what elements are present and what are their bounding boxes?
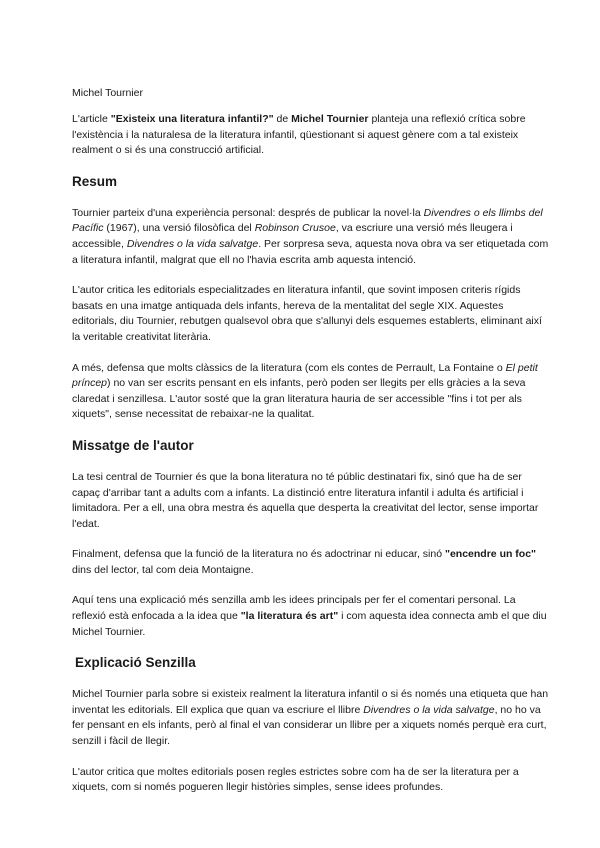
book-title: Divendres o la vida salvatge [363,703,495,716]
paragraph-text: dins del lector, tal com deia Montaigne. [72,563,254,576]
paragraph-text: Michel Tournier parla sobre si existeix realment la literatura infantil o si és només una etiqueta que han inventat les editorials. Ell explica que quan va escriure el llibre [72,688,549,716]
explicacio-paragraph-1 [72,687,550,749]
missatge-paragraph-1: La tesi central de Tournier és que la bona literatura no té públic destinatari fix, sinó que ha de ser capaç d'arribar tant a adults com a infants. La distinció entre literatura infantil i adulta és artificial i limitadora. Per a ell, una obra mestra és aquella que desperta la creativitat del lector, sense importar l'edat. [72,470,539,530]
paragraph-text: , va escriure una versió més lleugera i accessible, [72,222,513,250]
section-heading-resum: Resum [72,173,118,189]
paragraph-text: . Per sorpresa seva, aquesta nova obra va ser etiquetada com a literatura infantil, malgrat que ell no l'havia escrita amb aquesta intenció. [72,237,549,266]
book-title: Divendres o la vida salvatge [126,237,259,250]
book-title: Robinson Crusoe [254,222,336,235]
intro-paragraph [72,112,550,159]
explicacio-paragraph-2: L'autor critica que moltes editorials posen regles estrictes sobre com ha de ser la literatura per a xiquets, com si només pogueren llegir històries simples, sense idees profundes. [72,765,519,794]
author-name: Michel Tournier [291,113,369,125]
missatge-paragraph-3 [72,593,550,640]
resum-paragraph-3 [72,361,550,423]
intro-text: planteja una reflexió crítica sobre l'existència i la naturalesa de la literatura infantil, qüestionant si aquest gènere com a tal existeix realment o si és una construcció artificial. [72,113,526,157]
book-title: El petit príncep [72,361,538,390]
paragraph-text: , no ho va fer pensant en els infants, però al final el van considerar un llibre per a xiquets només perquè era curt, senzill i fàcil de llegir. [72,703,547,748]
paragraph-text: ) no van ser escrits pensant en els infants, però poden ser llegits per ells gràcies a la seva claredat i senzillesa. L'autor sosté que la gran literatura hauria de ser accessible "fins i tot per als xiquets", sense necessitat de rebaixar-ne la qualitat. [72,377,526,421]
paragraph-text: Tournier parteix d'una experiència personal: després de publicar la novel·la [72,206,424,219]
resum-paragraph-2: L'autor critica les editorials especialitzades en literatura infantil, que sovint imposen criteris rígids basats en una imatge antiquada dels infants, hereva de la mentalitat del segle XIX. Aquestes editorials, diu Tournier, rebutgen qualsevol obra que s'allunyi dels esquemes establerts, eliminant així la veritable creativitat literària. [72,284,542,343]
book-title: Divendres o els llimbs del Pacífic [72,206,543,235]
quote-emphasis: "la literatura és art" [240,610,339,623]
quote-emphasis: "encendre un foc" [444,548,537,561]
paragraph-text: Finalment, defensa que la funció de la literatura no és adoctrinar ni educar, sinó [72,548,445,561]
section-heading-explicacio: Explicació Senzilla [75,655,196,671]
paragraph-text: A més, defensa que molts clàssics de la literatura (com els contes de Perrault, La Fontaine o [72,361,506,374]
author-line: Michel Tournier [72,87,144,99]
missatge-paragraph-2 [72,547,550,578]
intro-text: L'article [72,113,111,125]
paragraph-text: Aquí tens una explicació més senzilla amb les idees principals per fer el comentari personal. La reflexió està enfocada a la idea que [72,594,516,623]
resum-paragraph-1 [72,206,550,268]
article-title: "Existeix una literatura infantil?" [110,113,274,125]
intro-text: de [273,113,292,125]
paragraph-text: i com aquesta idea connecta amb el que diu Michel Tournier. [72,610,547,638]
paragraph-text: (1967), una versió filosòfica del [103,222,255,235]
section-heading-missatge: Missatge de l'autor [72,437,194,453]
